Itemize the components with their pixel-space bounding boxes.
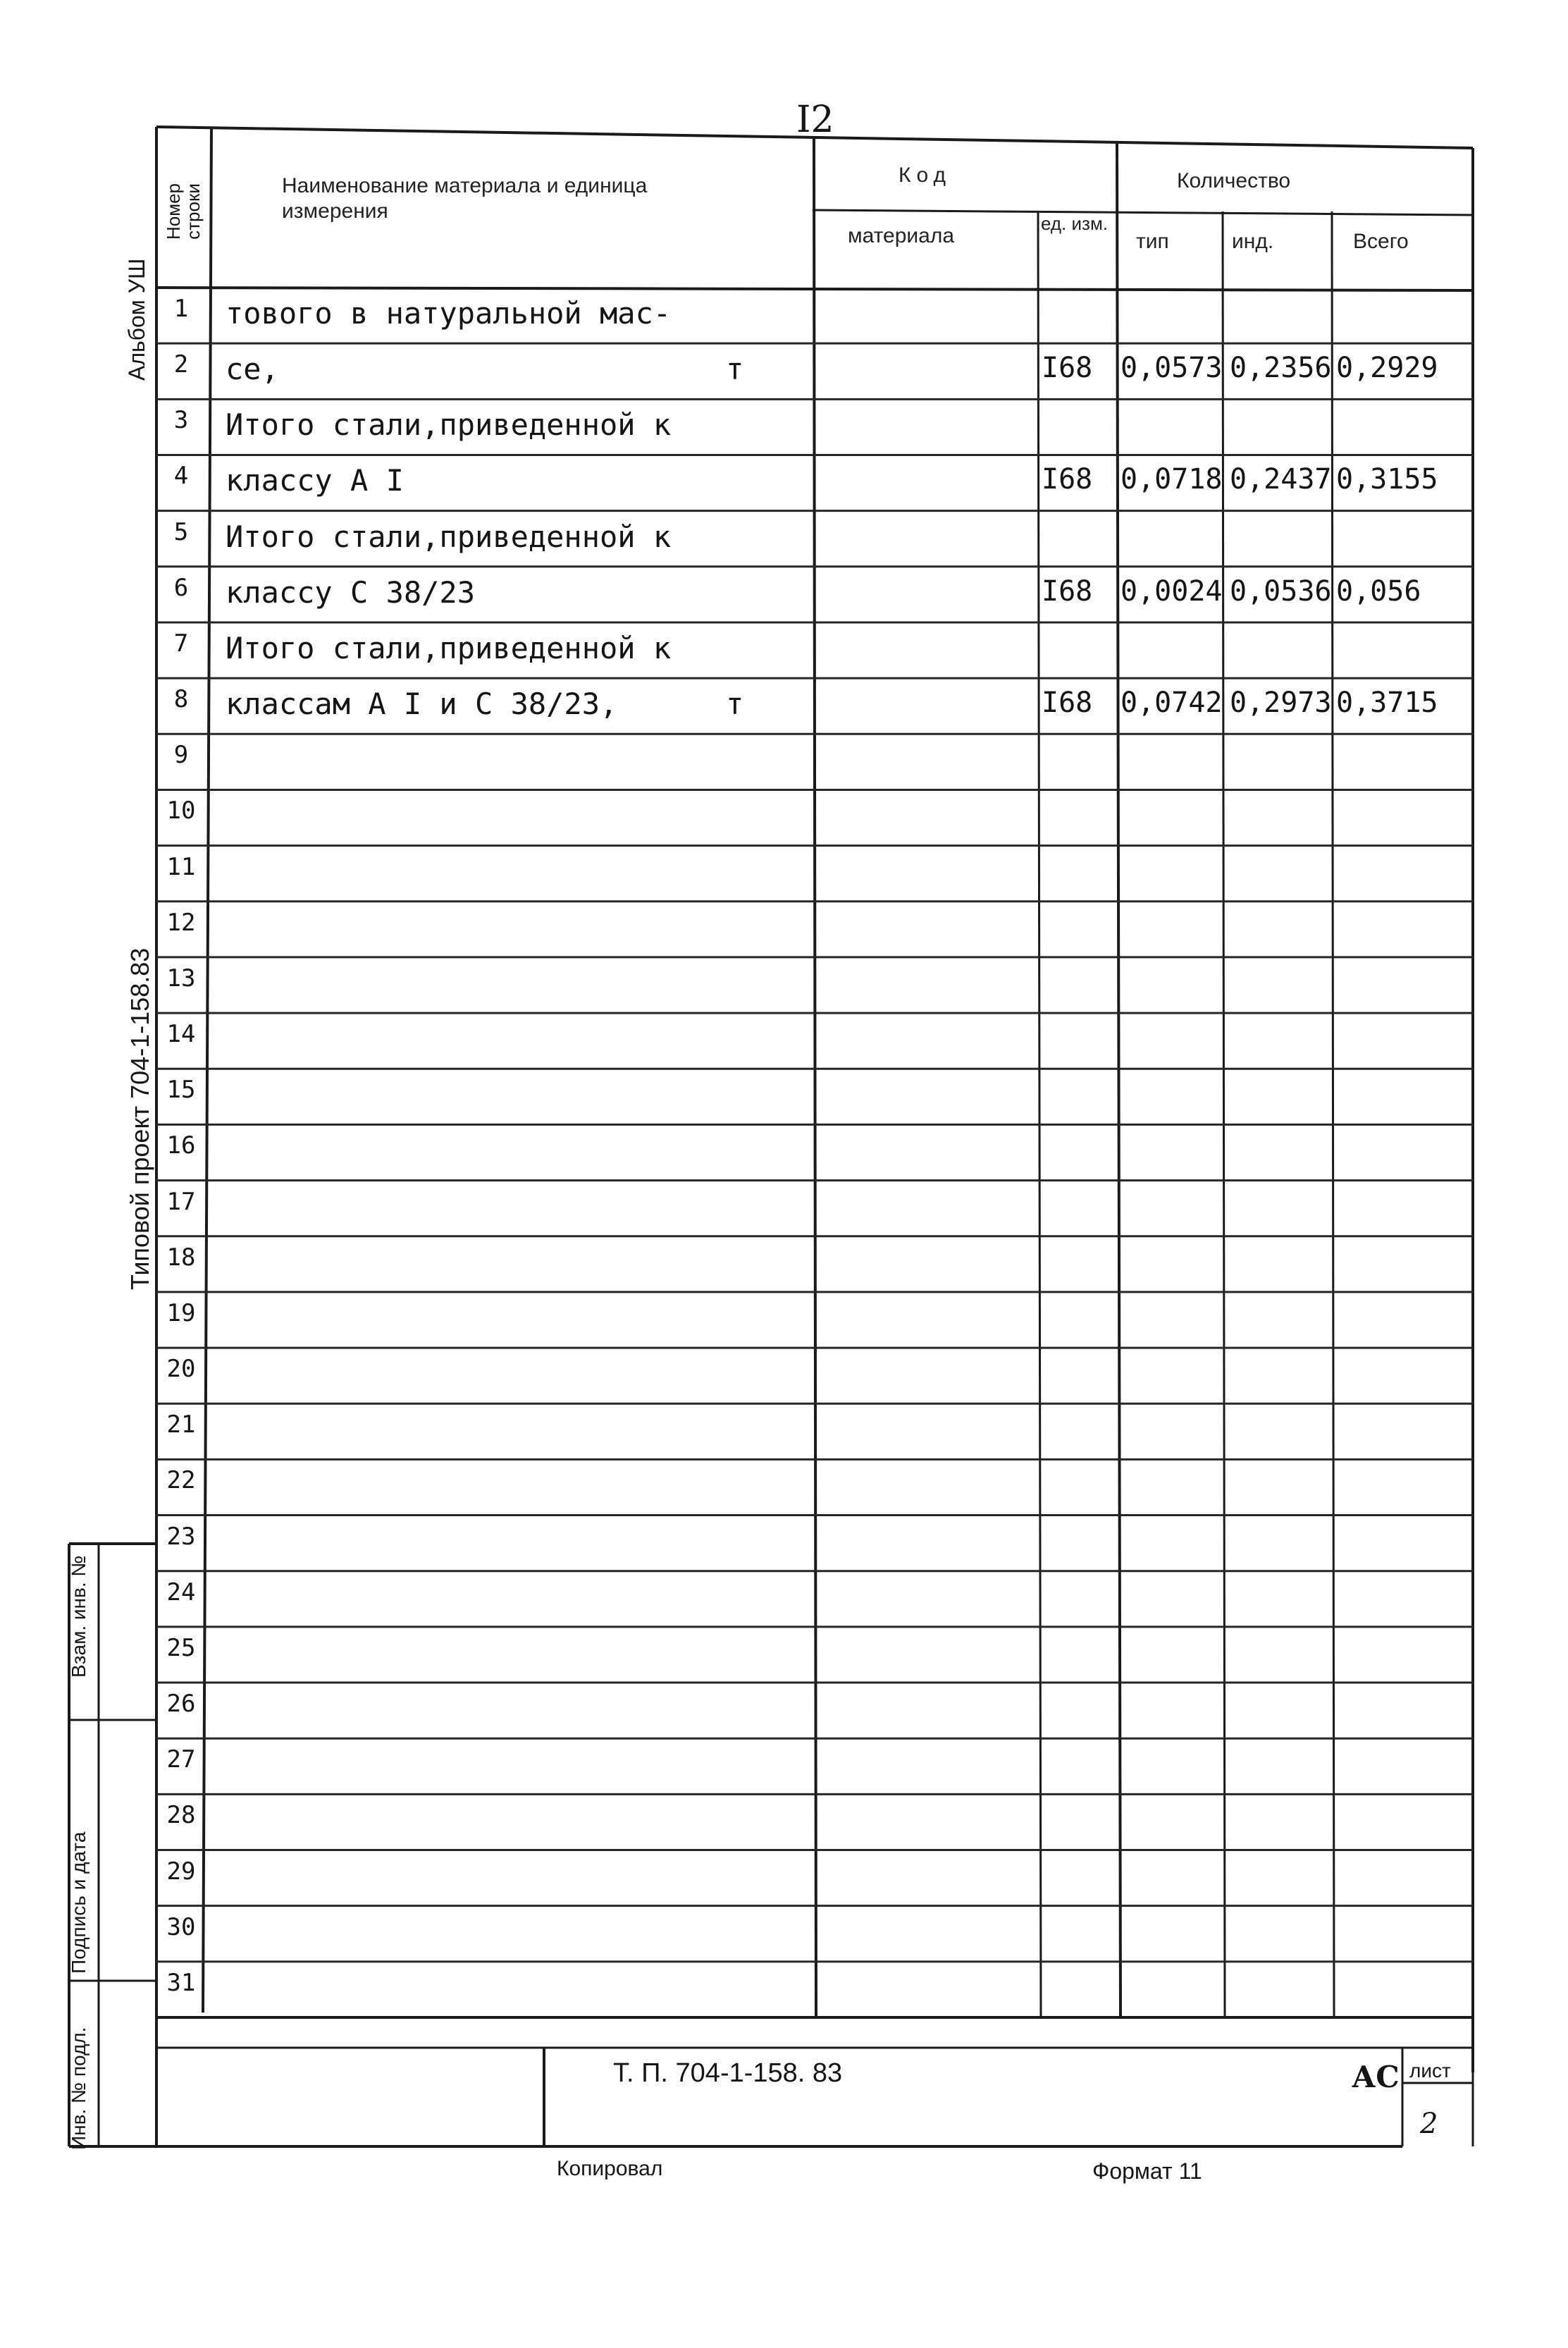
- qty-ind: 0,2973: [1230, 687, 1332, 720]
- row-number: 6: [173, 573, 189, 602]
- stamp-inv-replace: Взам. инв. №: [68, 1555, 89, 1678]
- row-number: 30: [166, 1912, 196, 1941]
- row-number: 29: [166, 1857, 196, 1886]
- material-name: классу А I: [226, 463, 404, 498]
- header-ind: инд.: [1232, 230, 1274, 253]
- row-number: 21: [166, 1410, 196, 1439]
- material-name: Итого стали,приведенной к: [226, 630, 672, 665]
- row-number: 16: [166, 1131, 196, 1160]
- qty-total: 0,3155: [1336, 463, 1438, 496]
- row-number: 15: [166, 1076, 196, 1105]
- row-number: 23: [166, 1522, 196, 1551]
- row-number: 26: [166, 1690, 196, 1719]
- unit-cell: т: [726, 352, 744, 387]
- material-name: Итого стали,приведенной к: [226, 519, 672, 554]
- header-quantity: Количество: [1177, 169, 1291, 192]
- sheet-number: 2: [1420, 2108, 1438, 2140]
- unit-code: I68: [1042, 687, 1093, 720]
- qty-tip: 0,0024: [1121, 574, 1223, 608]
- row-number: 2: [173, 350, 189, 379]
- header-tip: тип: [1136, 230, 1169, 253]
- sheet-label: лист: [1409, 2060, 1451, 2082]
- header-code: Код: [899, 164, 952, 187]
- row-number: 11: [166, 852, 196, 881]
- row-number: 12: [166, 908, 196, 937]
- material-name: Итого стали,приведенной к: [226, 407, 672, 443]
- header-material: материала: [848, 224, 955, 247]
- row-number: 28: [166, 1801, 196, 1830]
- qty-tip: 0,0742: [1121, 687, 1223, 720]
- material-name: тового в натуральной мас-: [226, 296, 672, 331]
- unit-code: I68: [1042, 574, 1093, 608]
- row-number: 19: [166, 1298, 196, 1327]
- row-number: 17: [166, 1187, 196, 1216]
- qty-ind: 0,2437: [1230, 463, 1332, 496]
- header-row-number: Номер строки: [163, 183, 204, 240]
- qty-total: 0,2929: [1336, 352, 1438, 385]
- row-number: 13: [166, 964, 196, 992]
- row-number: 25: [166, 1633, 196, 1662]
- doc-code: Т. П. 704-1-158. 83: [613, 2058, 843, 2088]
- qty-tip: 0,0573: [1121, 352, 1223, 385]
- album-label: Альбом УШ: [124, 258, 149, 381]
- material-name: классам А I и С 38/23,: [226, 687, 618, 722]
- row-number: 14: [166, 1020, 196, 1049]
- header-unit: ед. изм.: [1041, 213, 1109, 234]
- row-number: 18: [166, 1243, 196, 1272]
- page-number: I2: [796, 99, 834, 141]
- row-number: 22: [166, 1466, 196, 1495]
- row-number: 31: [166, 1968, 196, 1997]
- row-number: 8: [173, 685, 189, 714]
- row-number: 10: [166, 797, 196, 825]
- qty-ind: 0,0536: [1230, 574, 1332, 608]
- header-name: Наименование материала и единица измерения: [282, 174, 648, 223]
- project-label: Типовой проект 704-1-158.83: [125, 947, 154, 1290]
- row-number: 1: [173, 295, 189, 323]
- row-number: 5: [173, 517, 189, 546]
- row-number: 4: [173, 462, 189, 491]
- unit-code: I68: [1042, 352, 1093, 385]
- unit-code: I68: [1042, 463, 1093, 496]
- format-label: Формат 11: [1092, 2158, 1202, 2184]
- doc-type: АС: [1352, 2060, 1400, 2094]
- stamp-sign-date: Подпись и дата: [68, 1831, 89, 1974]
- qty-total: 0,056: [1336, 574, 1421, 608]
- row-number: 3: [173, 406, 189, 435]
- material-name: се,: [226, 352, 279, 387]
- header-total: Всего: [1353, 230, 1409, 253]
- stamp-inv-orig: Инв. № подл.: [68, 2027, 89, 2150]
- qty-total: 0,3715: [1336, 687, 1438, 720]
- row-number: 24: [166, 1578, 196, 1606]
- qty-tip: 0,0718: [1121, 463, 1223, 496]
- unit-cell: т: [726, 687, 744, 722]
- row-number: 20: [166, 1355, 196, 1384]
- material-name: классу С 38/23: [226, 574, 476, 610]
- qty-ind: 0,2356: [1230, 352, 1332, 385]
- row-number: 9: [173, 741, 189, 770]
- row-number: 7: [173, 629, 189, 658]
- row-number: 27: [166, 1745, 196, 1774]
- copied-label: Копировал: [557, 2157, 663, 2180]
